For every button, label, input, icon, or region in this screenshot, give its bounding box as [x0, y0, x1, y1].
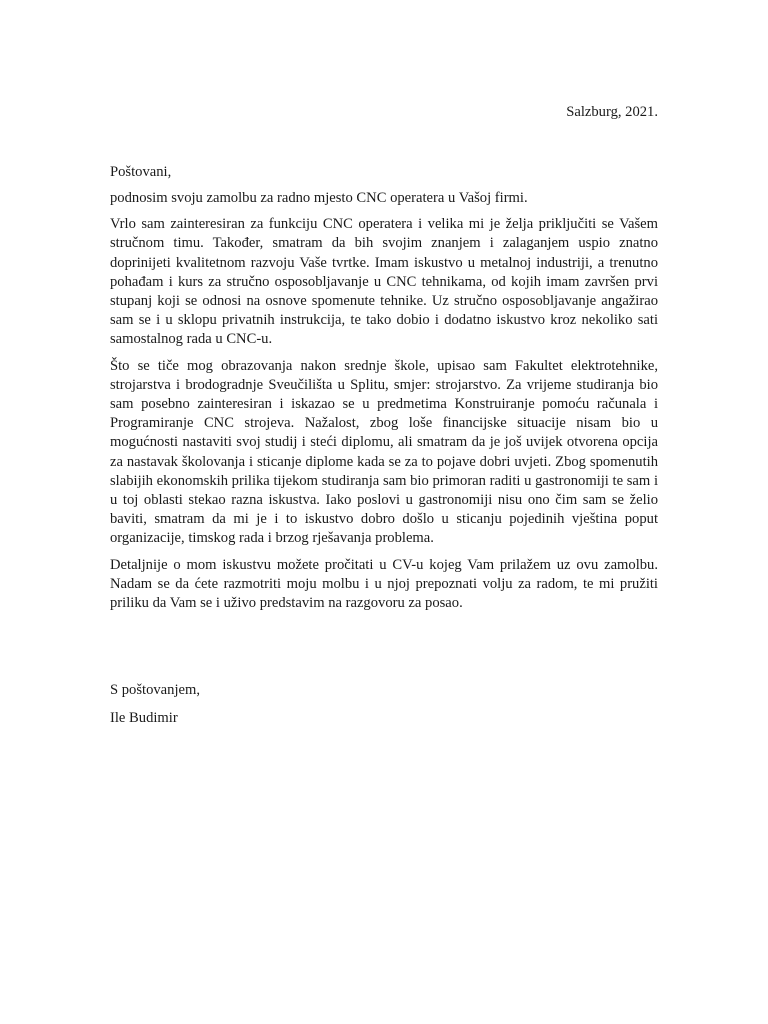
place-date: Salzburg, 2021. — [566, 104, 658, 120]
paragraph-conclusion: Detaljnije o mom iskustvu možete pročitati u CV-u kojeg Vam prilažem uz ovu zamolbu. Nadam se da ćete razmotriti moju molbu i u njoj prepoznati volju za radom, te mi pružiti priliku da Vam se i uživo predstavim na razgovoru za posao. — [110, 556, 658, 612]
paragraph-intro: podnosim svoju zamolbu za radno mjesto CNC operatera u Vašoj firmi. — [110, 190, 528, 206]
greeting: Poštovani, — [110, 164, 172, 180]
closing: S poštovanjem, — [110, 682, 200, 698]
paragraph-education: Što se tiče mog obrazovanja nakon srednje škole, upisao sam Fakultet elektrotehnike, strojarstva i brodogradnje Sveučilišta u Splitu, smjer: strojarstvo. Za vrijeme studiranja bio sam posebno zainteresiran i iskazao se u predmetima Konstruiranje pomoću računala i Programiranje CNC strojeva. Nažalost, zbog loše financijske situacije nisam bio u mogućnosti nastaviti svoj studij i steći diplomu, ali smatram da je još uvijek otvorena opcija za nastavak školovanja i sticanje diplome kada se za to pojave dobri uvjeti. Zbog spomenutih slabijih ekonomskih prilika tijekom studiranja sam bio primoran raditi u gastronomiji te sam i u toj oblasti stekao razna iskustva. Iako poslovi u gastronomiji nisu ono čim sam se želio baviti, smatram da mi je i to iskustvo dobro došlo u sticanju pojedinih vještina poput organizacije, timskog rada i brzog rješavanja problema. — [110, 357, 658, 547]
signature-name: Ile Budimir — [110, 710, 178, 726]
letter-body — [110, 189, 658, 620]
paragraph-motivation: Vrlo sam zainteresiran za funkciju CNC operatera i velika mi je želja priključiti se Vašem stručnom timu. Također, smatram da bih svojim znanjem i zalaganjem uspio znatno doprinijeti kvalitetnom razvoju Vaše tvrtke. Imam iskustvo u metalnoj industriji, a trenutno pohađam i kurs za stručno osposobljavanje u CNC tehnikama, od kojih imam završen prvi stupanj koji se odnosi na osnove spomenute tehnike. Uz stručno osposobljavanje angažirao sam se i u sklopu privatnih instrukcija, te tako dobio i dodatno iskustvo kroz nekoliko sati samostalnog rada u CNC-u. — [110, 216, 658, 348]
